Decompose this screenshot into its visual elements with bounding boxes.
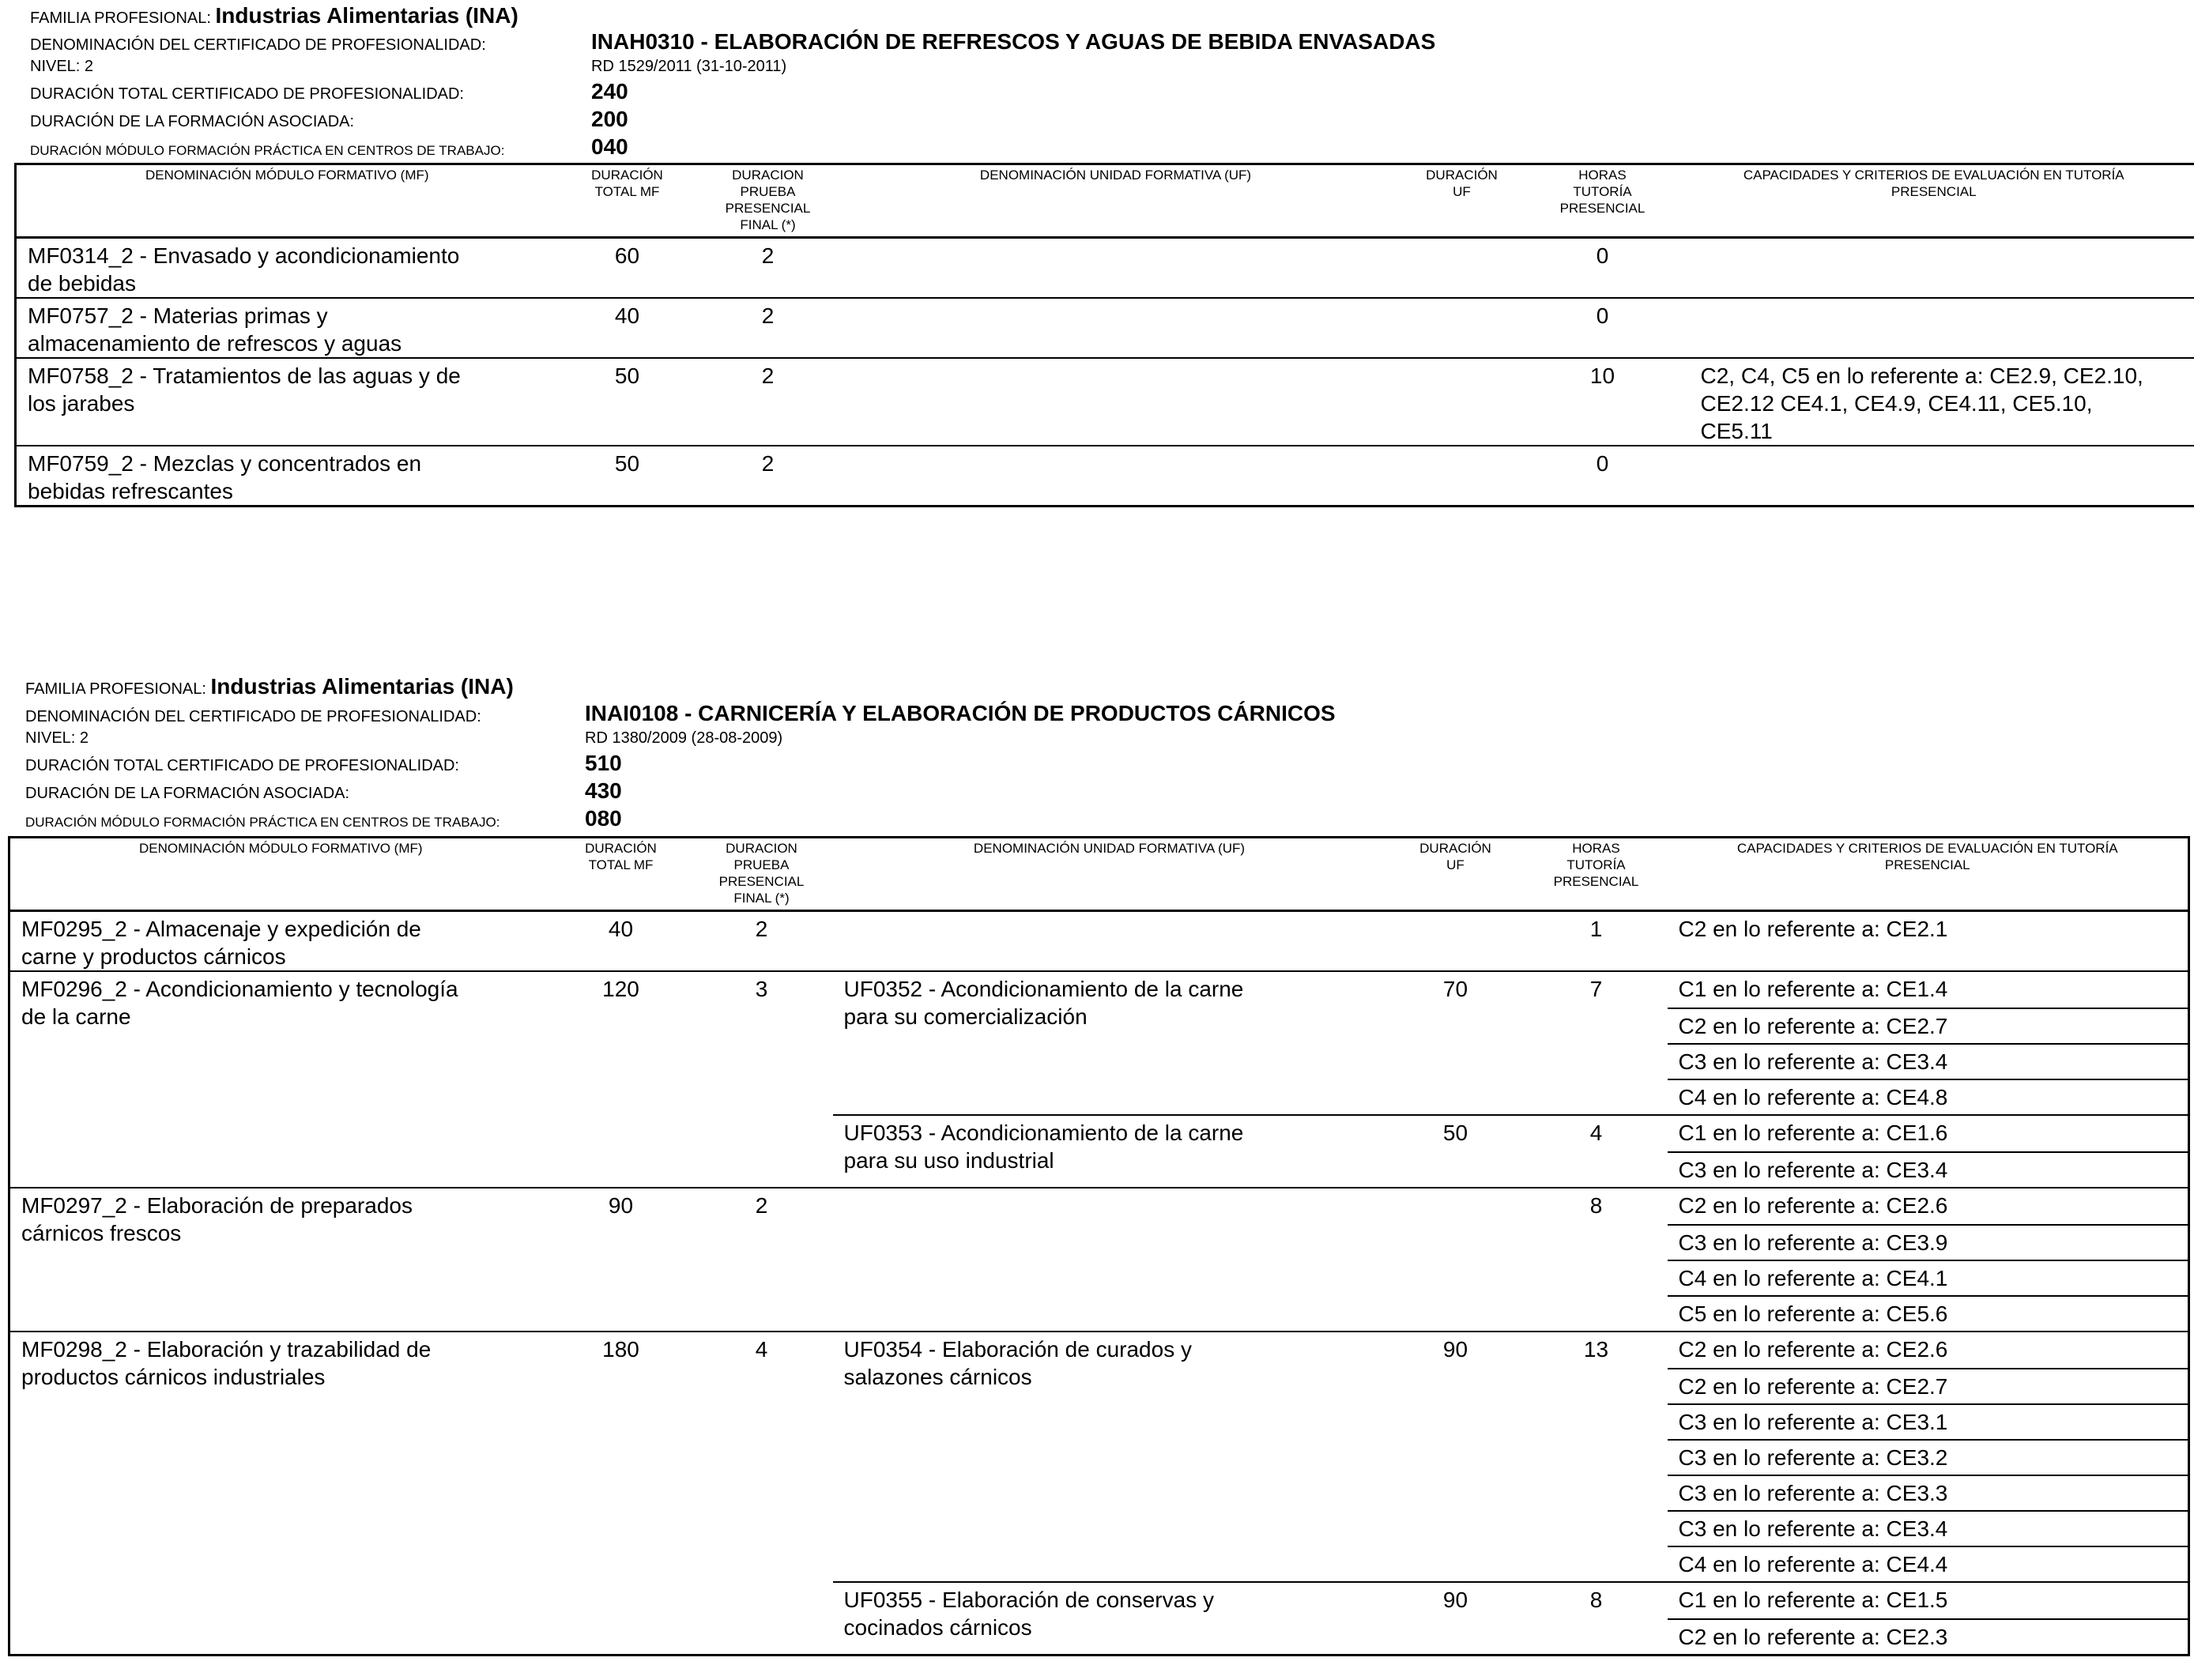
cap-item: C2 en lo referente a: CE2.6: [1678, 1337, 1948, 1362]
unit-duration: 90: [1386, 1332, 1525, 1582]
table-row: [16, 446, 2194, 507]
duracion-practica-label: DURACIÓN MÓDULO FORMACIÓN PRÁCTICA EN CENTROS DE TRABAJO:: [25, 815, 500, 830]
modules-table-2: [8, 836, 2190, 1656]
familia-label: FAMILIA PROFESIONAL: Industrias Alimentarias (INA): [30, 3, 518, 28]
module-prueba: 3: [691, 971, 833, 1188]
duracion-practica-value: 080: [585, 806, 622, 831]
unit-caps: [1668, 1188, 2189, 1332]
module-dur-uf: [1393, 298, 1532, 358]
cap-item: C3 en lo referente a: CE3.4: [1668, 1510, 2188, 1546]
certificate-title: INAH0310 - ELABORACIÓN DE REFRESCOS Y AGUAS DE BEBIDA ENVASADAS: [591, 29, 1436, 54]
unit-duration: 70: [1386, 971, 1525, 1115]
col-horas: HORAS TUTORÍA PRESENCIAL: [1532, 164, 1674, 238]
certificate-2: [0, 672, 2194, 1680]
familia-value: Industrias Alimentarias (INA): [215, 3, 518, 28]
module-name: MF0757_2 - Materias primas y almacenamiento de refrescos y aguas: [16, 298, 558, 358]
module-cap: [1674, 298, 2194, 358]
col-mf: DENOMINACIÓN MÓDULO FORMATIVO (MF): [9, 838, 552, 911]
rd-value: RD 1380/2009 (28-08-2009): [585, 729, 783, 747]
denominacion-label: DENOMINACIÓN DEL CERTIFICADO DE PROFESIONALIDAD:: [30, 36, 486, 54]
unit-horas: 13: [1525, 1332, 1668, 1582]
cap-item: C5 en lo referente a: CE5.6: [1668, 1295, 2188, 1331]
unit-name: UF0354 - Elaboración de curados y salazones cárnicos: [833, 1332, 1386, 1582]
duracion-formacion-value: 430: [585, 778, 622, 803]
col-uf: DENOMINACIÓN UNIDAD FORMATIVA (UF): [833, 838, 1386, 911]
familia-value: Industrias Alimentarias (INA): [210, 674, 514, 699]
module-prueba: 2: [697, 298, 839, 358]
module-name: MF0295_2 - Almacenaje y expedición de carne y productos cárnicos: [21, 917, 421, 969]
col-dur-mf: DURACIÓN TOTAL MF: [558, 164, 697, 238]
cap-item: C3 en lo referente a: CE3.3: [1668, 1475, 2188, 1510]
col-uf: DENOMINACIÓN UNIDAD FORMATIVA (UF): [839, 164, 1393, 238]
module-total: 40: [608, 917, 634, 941]
module-prueba: 2: [697, 358, 839, 446]
duracion-total-label: DURACIÓN TOTAL CERTIFICADO DE PROFESIONALIDAD:: [30, 85, 464, 103]
cap-item: C1 en lo referente a: CE1.4: [1678, 977, 1948, 1001]
cap-item: C2 en lo referente a: CE2.3: [1668, 1618, 2188, 1654]
certificate-title: INAI0108 - CARNICERÍA Y ELABORACIÓN DE PRODUCTOS CÁRNICOS: [585, 701, 1336, 725]
module-name: MF0296_2 - Acondicionamiento y tecnología de la carne: [9, 971, 552, 1188]
cap-item: C3 en lo referente a: CE3.2: [1668, 1439, 2188, 1475]
cap-item: C4 en lo referente a: CE4.4: [1668, 1546, 2188, 1581]
module-total: 90: [552, 1188, 691, 1332]
module-prueba: 2: [691, 1188, 833, 1332]
cap-item: C2 en lo referente a: CE2.7: [1668, 1368, 2188, 1403]
cap-item: C4 en lo referente a: CE4.1: [1668, 1260, 2188, 1295]
table-row: [16, 298, 2194, 358]
unit-horas: 8: [1525, 1188, 1668, 1332]
cap-item: C1 en lo referente a: CE1.5: [1678, 1588, 1948, 1612]
col-dur-mf: DURACIÓN TOTAL MF: [552, 838, 691, 911]
col-dur-uf: DURACIÓN UF: [1393, 164, 1532, 238]
module-total: 50: [558, 446, 697, 507]
cap-item: C3 en lo referente a: CE3.1: [1668, 1403, 2188, 1439]
unit-duration: [1386, 1188, 1525, 1332]
unit-caps: [1668, 911, 2189, 972]
col-prueba: DURACION PRUEBA PRESENCIAL FINAL (*): [697, 164, 839, 238]
module-prueba: 2: [755, 917, 768, 941]
cap-item: C2 en lo referente a: CE2.1: [1678, 917, 1948, 941]
cap-item: C3 en lo referente a: CE3.9: [1668, 1224, 2188, 1260]
unit-horas: 8: [1525, 1582, 1668, 1656]
module-name: MF0314_2 - Envasado y acondicionamiento de bebidas: [28, 243, 460, 296]
unit-horas: 4: [1525, 1115, 1668, 1188]
table-row: [9, 911, 2189, 972]
module-horas: 10: [1532, 358, 1674, 446]
module-prueba: 2: [697, 446, 839, 507]
module-horas: 0: [1596, 243, 1609, 268]
unit-horas: 7: [1525, 971, 1668, 1115]
duracion-total-label: DURACIÓN TOTAL CERTIFICADO DE PROFESIONALIDAD:: [25, 757, 459, 774]
unit-duration: 50: [1386, 1115, 1525, 1188]
col-dur-uf: DURACIÓN UF: [1386, 838, 1525, 911]
unit-duration: [1386, 911, 1525, 972]
table-row: [16, 358, 2194, 446]
table-header: [9, 838, 2189, 911]
module-dur-uf: [1393, 238, 1532, 299]
col-prueba: DURACION PRUEBA PRESENCIAL FINAL (*): [691, 838, 833, 911]
module-total: 50: [558, 358, 697, 446]
module-horas: 0: [1532, 298, 1674, 358]
unit-name: UF0352 - Acondicionamiento de la carne para su comercialización: [833, 971, 1386, 1115]
module-uf: [839, 238, 1393, 299]
table-row: [9, 1332, 2189, 1582]
unit-caps: [1668, 1582, 2189, 1656]
module-uf: [839, 446, 1393, 507]
duracion-total-value: 240: [591, 79, 628, 104]
cap-item: C2 en lo referente a: CE2.7: [1668, 1008, 2188, 1043]
module-name: MF0758_2 - Tratamientos de las aguas y de los jarabes: [16, 358, 558, 446]
module-prueba: 2: [761, 243, 775, 268]
module-dur-uf: [1393, 358, 1532, 446]
module-name: MF0297_2 - Elaboración de preparados cárnicos frescos: [9, 1188, 552, 1332]
module-cap: [1674, 238, 2194, 299]
cap-item: C4 en lo referente a: CE4.8: [1668, 1079, 2188, 1114]
module-horas: 0: [1532, 446, 1674, 507]
duracion-practica-label: DURACIÓN MÓDULO FORMACIÓN PRÁCTICA EN CENTROS DE TRABAJO:: [30, 143, 505, 158]
col-capacidades: CAPACIDADES Y CRITERIOS DE EVALUACIÓN EN TUTORÍA PRESENCIAL: [1668, 838, 2189, 911]
module-total: 120: [552, 971, 691, 1188]
nivel-label: NIVEL: 2: [30, 58, 94, 75]
module-uf: [839, 298, 1393, 358]
unit-name: UF0353 - Acondicionamiento de la carne para su uso industrial: [833, 1115, 1386, 1188]
cap-item: C2 en lo referente a: CE2.6: [1678, 1193, 1948, 1218]
unit-duration: 90: [1386, 1582, 1525, 1656]
module-total: 60: [614, 243, 640, 268]
cap-item: C3 en lo referente a: CE3.4: [1668, 1043, 2188, 1079]
unit-name: [833, 1188, 1386, 1332]
module-cap: C2, C4, C5 en lo referente a: CE2.9, CE2.10, CE2.12 CE4.1, CE4.9, CE4.11, CE5.10, CE5.11: [1674, 358, 2194, 446]
duracion-formacion-value: 200: [591, 107, 628, 131]
duracion-formacion-label: DURACIÓN DE LA FORMACIÓN ASOCIADA:: [25, 785, 350, 802]
col-horas: HORAS TUTORÍA PRESENCIAL: [1525, 838, 1668, 911]
unit-name: UF0355 - Elaboración de conservas y cocinados cárnicos: [833, 1582, 1386, 1656]
nivel-label: NIVEL: 2: [25, 729, 89, 747]
unit-caps: [1668, 971, 2189, 1115]
duracion-practica-value: 040: [591, 134, 628, 159]
cap-item: C1 en lo referente a: CE1.6: [1678, 1121, 1948, 1145]
unit-name: [833, 911, 1386, 972]
table-header: [16, 164, 2194, 238]
module-prueba: 4: [691, 1332, 833, 1656]
unit-horas: 1: [1589, 917, 1603, 941]
module-cap: [1674, 446, 2194, 507]
table-row: [9, 971, 2189, 1115]
module-uf: [839, 358, 1393, 446]
col-mf: DENOMINACIÓN MÓDULO FORMATIVO (MF): [16, 164, 558, 238]
module-name: MF0298_2 - Elaboración y trazabilidad de productos cárnicos industriales: [9, 1332, 552, 1656]
certificate-1: [0, 0, 2194, 506]
module-total: 40: [558, 298, 697, 358]
duracion-total-value: 510: [585, 751, 622, 775]
module-name: MF0759_2 - Mezclas y concentrados en bebidas refrescantes: [16, 446, 558, 507]
unit-caps: [1668, 1332, 2189, 1582]
familia-label: FAMILIA PROFESIONAL: Industrias Alimentarias (INA): [25, 674, 514, 699]
duracion-formacion-label: DURACIÓN DE LA FORMACIÓN ASOCIADA:: [30, 113, 355, 130]
table-row: [16, 238, 2194, 299]
denominacion-label: DENOMINACIÓN DEL CERTIFICADO DE PROFESIONALIDAD:: [25, 708, 481, 725]
module-total: 180: [552, 1332, 691, 1656]
modules-table-1: [14, 163, 2194, 507]
module-dur-uf: [1393, 446, 1532, 507]
col-capacidades: CAPACIDADES Y CRITERIOS DE EVALUACIÓN EN TUTORÍA PRESENCIAL: [1674, 164, 2194, 238]
table-row: [9, 1188, 2189, 1332]
unit-caps: [1668, 1115, 2189, 1188]
cap-item: C3 en lo referente a: CE3.4: [1668, 1151, 2188, 1187]
rd-value: RD 1529/2011 (31-10-2011): [591, 58, 787, 75]
